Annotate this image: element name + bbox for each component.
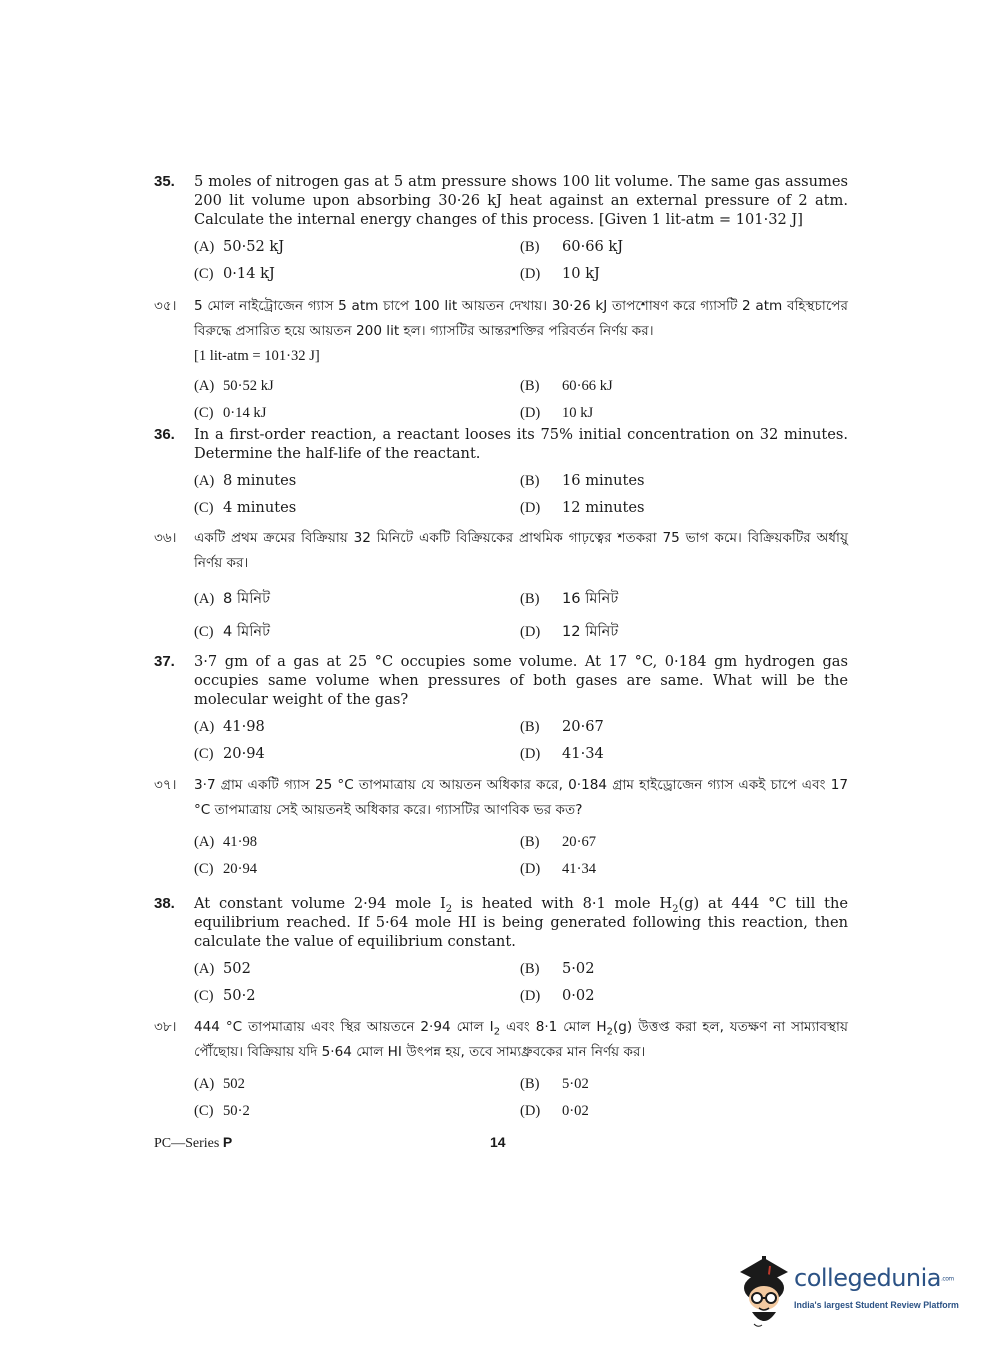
option-c: (C) 0·14 kJ: [194, 265, 275, 282]
question-36-bengali: [154, 526, 848, 648]
brand-tagline: India's largest Student Review Platform: [794, 1300, 959, 1310]
option-d: (D) 12 minutes: [520, 499, 645, 516]
option-b: (B) 20·67: [520, 834, 597, 850]
brand-name: collegedunia.com: [794, 1264, 954, 1292]
question-38-bengali: [154, 1015, 848, 1127]
question-37-bengali: [154, 773, 848, 885]
options: [194, 959, 848, 1015]
option-a: (A) 41·98: [194, 718, 265, 735]
option-c: (C) 20·94: [194, 861, 258, 877]
collegedunia-logo: [734, 1252, 964, 1332]
option-a: (A) 502: [194, 960, 251, 977]
question-number: 37.: [154, 653, 175, 670]
options: [194, 829, 848, 885]
option-c: (C) 50·2: [194, 1103, 250, 1119]
question-35-bengali: [154, 294, 848, 429]
option-c: (C) 50·2: [194, 987, 256, 1004]
options: [194, 586, 848, 648]
question-text: 444 °C তাপমাত্রায় এবং স্থির আয়তনে 2·94 মোল $I_2$ এবং 8·1 মোল $H_2(g)$ উত্তপ্ত করা হল, যতক্ষণ না সাম্যাবস্থায় পৌঁছোয়। বিক্রিয়ায় যদি 5·64 মোল HI উৎপন্ন হয়, তবে সাম্যধ্রুবকের মান নির্ণয় কর।: [194, 1019, 848, 1060]
question-text: 5 মোল নাইট্রোজেন গ্যাস 5 atm চাপে 100 lit আয়তন দেখায়। 30·26 kJ তাপশোষণ করে গ্যাসটি 2 atm বহিস্থচাপের বিরুদ্ধে প্রসারিত হয়ে আয়তন 200 lit হল। গ্যাসটির আন্তরশক্তির পরিবর্তন নির্ণয় কর। [1 lit-atm = 101·32 J]: [194, 298, 848, 364]
options: [194, 237, 848, 293]
question-number: 38.: [154, 895, 175, 912]
option-d: (D) 10 kJ: [520, 265, 600, 282]
option-b: (B) 16 মিনিট: [520, 590, 619, 607]
option-c: (C) 20·94: [194, 745, 265, 762]
option-a: (A) 50·52 kJ: [194, 238, 285, 255]
option-b: (B) 60·66 kJ: [520, 238, 624, 255]
question-36: [154, 425, 848, 527]
option-a: (A) 50·52 kJ: [194, 378, 274, 394]
question-number: ৩৫।: [154, 298, 177, 314]
options: [194, 717, 848, 773]
options: [194, 471, 848, 527]
question-37: [154, 652, 848, 773]
options: [194, 373, 848, 429]
options: [194, 1071, 848, 1127]
option-d: (D) 0·02: [520, 987, 595, 1004]
option-c: (C) 4 minutes: [194, 499, 297, 516]
option-c: (C) 4 মিনিট: [194, 623, 271, 640]
question-text: একটি প্রথম ক্রমের বিক্রিয়ায় 32 মিনিটে একটি বিক্রিয়কের প্রাথমিক গাঢ়ত্বের শতকরা 75 ভাগ কমে। বিক্রিয়কটির অর্ধায়ু নির্ণয় কর।: [194, 530, 848, 571]
option-a: (A) 502: [194, 1076, 245, 1092]
series-label: PC—Series P: [154, 1134, 233, 1151]
question-number: ৩৮।: [154, 1019, 177, 1035]
question-number: ৩৬।: [154, 530, 177, 546]
page-number: 14: [490, 1134, 506, 1150]
option-d: (D) 41·34: [520, 745, 604, 762]
question-text: 3·7 gm of a gas at 25 °C occupies some volume. At 17 °C, 0·184 gm hydrogen gas occupies same volume when pressures of both gases are same. What will be the molecular weight of the gas?: [194, 653, 848, 708]
question-text: 3·7 গ্রাম একটি গ্যাস 25 °C তাপমাত্রায় যে আয়তন অধিকার করে, 0·184 গ্রাম হাইড্রোজেন গ্যাস একই চাপে এবং 17 °C তাপমাত্রায় সেই আয়তনই অধিকার করে। গ্যাসটির আণবিক ভর কত?: [194, 777, 848, 818]
option-b: (B) 5·02: [520, 1076, 589, 1092]
option-d: (D) 41·34: [520, 861, 597, 877]
option-b: (B) 16 minutes: [520, 472, 645, 489]
option-a: (A) 41·98: [194, 834, 258, 850]
option-c: (C) 0·14 kJ: [194, 405, 267, 421]
option-b: (B) 20·67: [520, 718, 604, 735]
question-38: [154, 894, 848, 1015]
option-b: (B) 5·02: [520, 960, 595, 977]
option-d: (D) 12 মিনিট: [520, 623, 619, 640]
question-text: In a first-order reaction, a reactant looses its 75% initial concentration on 32 minutes. Determine the half-life of the reactant.: [194, 426, 848, 462]
option-d: (D) 0·02: [520, 1103, 589, 1119]
question-number: 36.: [154, 426, 175, 443]
option-d: (D) 10 kJ: [520, 405, 594, 421]
option-a: (A) 8 minutes: [194, 472, 297, 489]
question-35: [154, 172, 848, 293]
question-text: At constant volume 2·94 mole $I_2$ is heated with 8·1 mole $H_2(g)$ at 444 °C till the equilibrium reached. If 5·64 mole HI is being generated following this reaction, then calculate the value of equilibrium constant.: [194, 895, 849, 950]
mascot-icon: [734, 1252, 796, 1332]
question-text: 5 moles of nitrogen gas at 5 atm pressure shows 100 lit volume. The same gas assumes 200 lit volume upon absorbing 30·26 kJ heat against an external pressure of 2 atm. Calculate the internal energy changes of this process. [Given 1 lit-atm = 101·32 J]: [194, 173, 848, 228]
option-b: (B) 60·66 kJ: [520, 378, 613, 394]
option-a: (A) 8 মিনিট: [194, 590, 271, 607]
question-number: ৩৭।: [154, 777, 177, 793]
question-number: 35.: [154, 173, 175, 190]
